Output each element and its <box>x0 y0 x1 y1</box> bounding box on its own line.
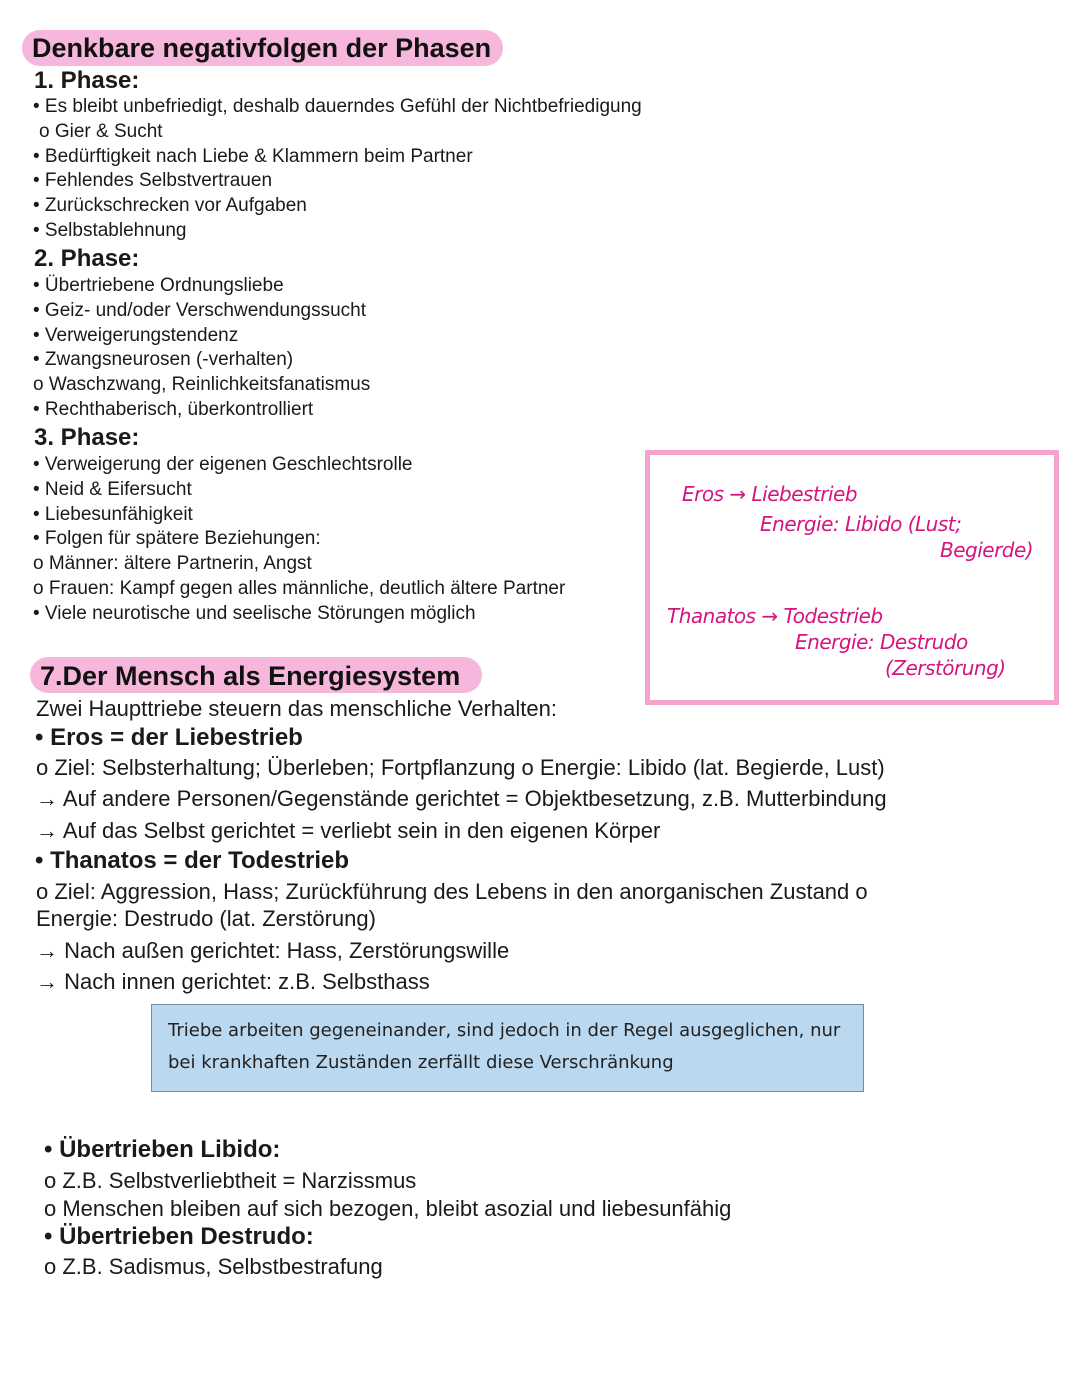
note-thanatos-energy: Energie: Destrudo <box>795 630 968 654</box>
section-title-energiesystem: 7.Der Mensch als Energiesystem <box>30 657 482 693</box>
phase2-list <box>33 274 370 423</box>
section7-intro: Zwei Haupttriebe steuern das menschliche Verhalten: <box>36 696 557 721</box>
list-item: o Frauen: Kampf gegen alles männliche, deutlich ältere Partner <box>33 577 566 599</box>
callout-box: Triebe arbeiten gegeneinander, sind jedoch in der Regel ausgeglichen, nur bei krankhaften Zuständen zerfällt diese Verschränkung <box>151 1004 864 1092</box>
note-eros-line: Eros → Liebestrieb <box>682 482 858 506</box>
thanatos-line: o Ziel: Aggression, Hass; Zurückführung des Lebens in den anorganischen Zustand o <box>36 879 868 904</box>
list-item: • Verweigerung der eigenen Geschlechtsrolle <box>33 454 413 475</box>
list-item: • Rechthaberisch, überkontrolliert <box>33 398 314 420</box>
thanatos-line: → Nach außen gerichtet: Hass, Zerstörungswille <box>36 938 510 963</box>
eros-line: → Auf andere Personen/Gegenstände gerichtet = Objektbesetzung, z.B. Mutterbindung <box>36 786 887 811</box>
thanatos-line: → Nach innen gerichtet: z.B. Selbsthass <box>36 969 430 994</box>
list-item: • Zwangsneurosen (-verhalten) <box>33 349 294 371</box>
note-thanatos-energy-cont: (Zerstörung) <box>885 656 1006 680</box>
list-item: • Übertriebene Ordnungsliebe <box>33 275 284 296</box>
list-item: o Männer: ältere Partnerin, Angst <box>33 553 312 575</box>
phase3-list <box>33 453 565 627</box>
list-item: • Zurückschrecken vor Aufgaben <box>33 195 307 217</box>
section-title-negativfolgen: Denkbare negativfolgen der Phasen <box>22 30 503 66</box>
destrudo-heading: • Übertrieben Destrudo: <box>44 1223 314 1250</box>
thanatos-line: Energie: Destrudo (lat. Zerstörung) <box>36 906 376 931</box>
list-item: • Viele neurotische und seelische Störungen möglich <box>33 602 476 624</box>
list-item: • Verweigerungstendenz <box>33 324 239 346</box>
eros-line: → Auf das Selbst gerichtet = verliebt sein in den eigenen Körper <box>36 818 661 843</box>
eros-heading: • Eros = der Liebestrieb <box>35 724 303 751</box>
phase2-heading: 2. Phase: <box>34 245 140 272</box>
libido-line: o Menschen bleiben auf sich bezogen, bleibt asozial und liebesunfähig <box>44 1196 732 1221</box>
list-item: • Es bleibt unbefriedigt, deshalb dauerndes Gefühl der Nichtbefriedigung <box>33 96 642 117</box>
libido-line: o Z.B. Selbstverliebtheit = Narzissmus <box>44 1168 417 1193</box>
list-item: • Bedürftigkeit nach Liebe & Klammern beim Partner <box>33 145 473 167</box>
eros-line: o Ziel: Selbsterhaltung; Überleben; Fortpflanzung o Energie: Libido (lat. Begierde, Lust) <box>36 755 885 780</box>
note-eros-energy-cont: Begierde) <box>940 538 1034 562</box>
destrudo-line: o Z.B. Sadismus, Selbstbestrafung <box>44 1254 383 1279</box>
note-eros-energy: Energie: Libido (Lust; <box>760 512 962 536</box>
list-item: • Folgen für spätere Beziehungen: <box>33 528 321 550</box>
libido-heading: • Übertrieben Libido: <box>44 1136 281 1163</box>
list-item: • Liebesunfähigkeit <box>33 503 193 525</box>
phase1-heading: 1. Phase: <box>34 67 140 94</box>
list-item: • Fehlendes Selbstvertrauen <box>33 170 273 192</box>
note-thanatos-line: Thanatos → Todestrieb <box>667 604 883 628</box>
phase3-heading: 3. Phase: <box>34 424 140 451</box>
list-item: o Waschzwang, Reinlichkeitsfanatismus <box>33 374 371 396</box>
list-item: • Selbstablehnung <box>33 219 187 241</box>
list-item: • Geiz- und/oder Verschwendungssucht <box>33 299 367 321</box>
phase1-list <box>33 95 642 244</box>
list-item: o Gier & Sucht <box>39 120 163 142</box>
list-item: • Neid & Eifersucht <box>33 478 192 500</box>
thanatos-heading: • Thanatos = der Todestrieb <box>35 847 350 874</box>
